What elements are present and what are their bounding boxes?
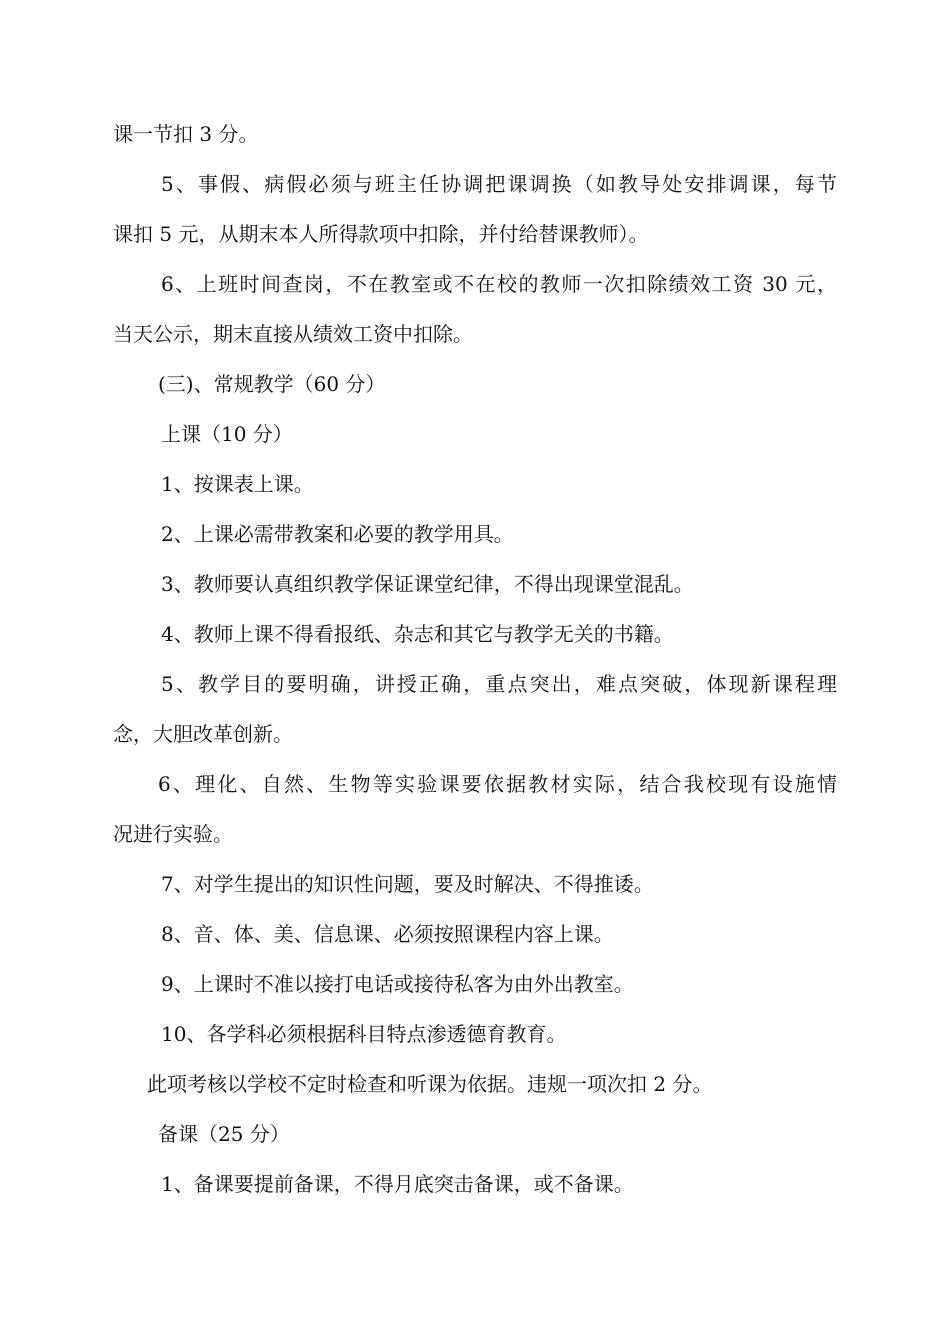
text-line: 6、理化、自然、生物等实验课要依据教材实际，结合我校现有设施情 — [158, 772, 837, 796]
text-line: 课扣 5 元，从期末本人所得款项中扣除，并付给替课教师）。 — [113, 222, 649, 246]
subsection-heading: 备课（25 分） — [158, 1122, 290, 1146]
text-line: 课一节扣 3 分。 — [113, 122, 259, 146]
text-line: 1、按课表上课。 — [161, 472, 314, 496]
text-line: 1、备课要提前备课，不得月底突击备课，或不备课。 — [161, 1172, 634, 1196]
text-line: 此项考核以学校不定时检查和听课为依据。违规一项次扣 2 分。 — [147, 1072, 713, 1096]
text-line: 3、教师要认真组织教学保证课堂纪律，不得出现课堂混乱。 — [161, 572, 694, 596]
text-line: 7、对学生提出的知识性问题，要及时解决、不得推诿。 — [161, 872, 654, 896]
text-line: 8、音、体、美、信息课、必须按照课程内容上课。 — [161, 922, 614, 946]
text-line: 9、上课时不准以接打电话或接待私客为由外出教室。 — [161, 972, 634, 996]
text-line: 4、教师上课不得看报纸、杂志和其它与教学无关的书籍。 — [161, 622, 674, 646]
text-line: 2、上课必需带教案和必要的教学用具。 — [161, 522, 514, 546]
text-line: 当天公示，期末直接从绩效工资中扣除。 — [113, 322, 473, 346]
text-line: 10、各学科必须根据科目特点渗透德育教育。 — [161, 1022, 567, 1046]
text-line: 5、教学目的要明确，讲授正确，重点突出，难点突破，体现新课程理 — [161, 672, 837, 696]
subsection-heading: 上课（10 分） — [161, 422, 293, 446]
text-line: 6、上班时间查岗，不在教室或不在校的教师一次扣除绩效工资 30 元， — [161, 272, 837, 296]
section-heading: (三)、常规教学（60 分） — [158, 372, 386, 396]
text-line: 况进行实验。 — [113, 822, 233, 846]
text-line: 念，大胆改革创新。 — [113, 722, 293, 746]
text-line: 5、事假、病假必须与班主任协调把课调换（如教导处安排调课，每节 — [161, 172, 837, 196]
